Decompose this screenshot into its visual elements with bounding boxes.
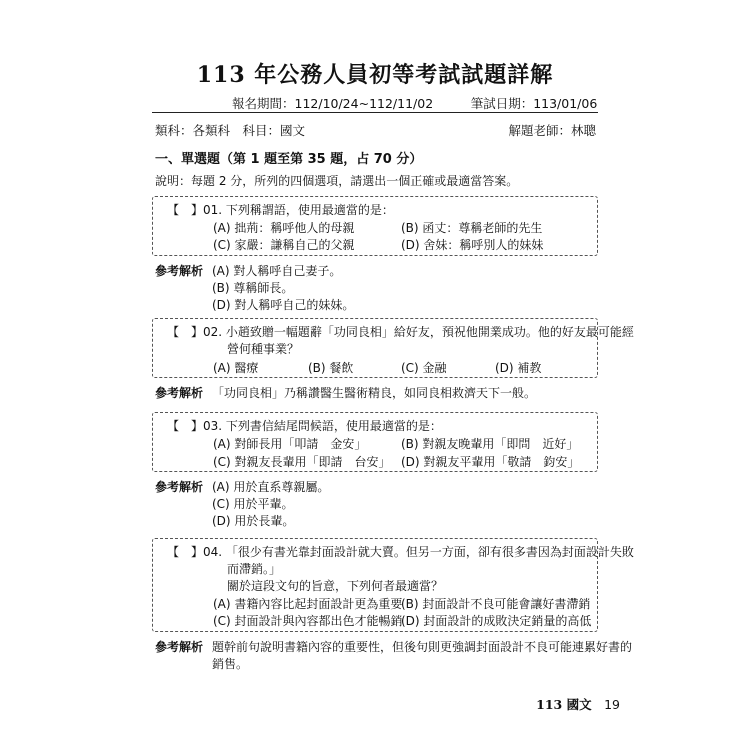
- analysis-line: 銷售。: [212, 657, 249, 671]
- category: 類科：各類科: [155, 123, 231, 138]
- question-box-03: [152, 412, 598, 472]
- question-stem: 【 】01. 下列稱謂語，使用最適當的是：: [167, 203, 394, 217]
- question-stem: 而滯銷。」: [167, 562, 282, 576]
- option-d: (D) 舍妹：稱呼別人的妹妹: [401, 238, 544, 252]
- answer-label: 參考解析: [155, 640, 204, 654]
- option-a: (A) 醫療: [213, 361, 259, 375]
- answer-label: 參考解析: [155, 264, 204, 278]
- subject: 科目：國文: [242, 123, 306, 138]
- option-a: (A) 對師長用「叩請 金安」: [213, 437, 367, 451]
- page-footer: [536, 695, 620, 713]
- question-stem: 【 】02. 小趙致贈一幅題辭「功同良相」給好友，預祝他開業成功。他的好友最可能經: [167, 325, 634, 339]
- option-c: (C) 對親友長輩用「即請 台安」: [213, 455, 391, 469]
- option-a: (A) 書籍內容比起封面設計更為重要: [213, 597, 403, 611]
- register-period: 報名期間：112/10/24~112/11/02: [232, 96, 434, 111]
- option-d: (D) 封面設計的成敗決定銷量的高低: [401, 614, 592, 628]
- option-b: (B) 封面設計不良可能會讓好書滯銷: [401, 597, 591, 611]
- footer-label: 113 國文: [536, 697, 592, 712]
- question-box-02: [152, 318, 634, 378]
- analysis-line: (B) 尊稱師長。: [212, 281, 294, 295]
- page-title: 113 年公務人員初等考試試題詳解: [196, 62, 554, 88]
- category-subject: [155, 121, 305, 139]
- section-heading: 一、單選題（第 1 題至第 35 題，占 70 分）: [155, 152, 423, 167]
- header-divider: [152, 112, 598, 113]
- analysis-line: 題幹前句說明書籍內容的重要性，但後句則更強調封面設計不良可能連累好書的: [212, 640, 633, 654]
- page-number: 19: [604, 697, 620, 712]
- answer-label: 參考解析: [155, 480, 204, 494]
- question-stem: 營何種事業？: [167, 342, 300, 356]
- analysis-line: 「功同良相」乃稱讚醫生醫術精良，如同良相救濟天下一般。: [212, 386, 537, 400]
- option-c: (C) 金融: [401, 361, 447, 375]
- question-stem: 【 】04. 「很少有書光靠封面設計就大賣。但另一方面，卻有很多書因為封面設計失敗: [167, 545, 634, 559]
- question-stem: 【 】03. 下列書信結尾問候語，使用最適當的是：: [167, 419, 442, 433]
- question-stem: 關於這段文句的旨意，下列何者最適當？: [167, 579, 444, 593]
- section-instructions: 說明：每題 2 分，所列的四個選項，請選出一個正確或最適當答案。: [155, 174, 519, 188]
- option-a: (A) 拙荊：稱呼他人的母親: [213, 221, 355, 235]
- question-box-01: [152, 196, 598, 256]
- analysis-line: (D) 用於長輩。: [212, 514, 295, 528]
- option-c: (C) 家嚴：謙稱自己的父親: [213, 238, 355, 252]
- option-c: (C) 封面設計與內容都出色才能暢銷: [213, 614, 403, 628]
- analysis-line: (A) 對人稱呼自己妻子。: [212, 264, 342, 278]
- exam-dates: [232, 94, 597, 112]
- teacher: 解題老師：林聰: [508, 123, 596, 138]
- option-b: (B) 函丈：尊稱老師的先生: [401, 221, 543, 235]
- option-d: (D) 補教: [495, 361, 542, 375]
- question-box-04: [152, 538, 634, 632]
- analysis-line: (D) 對人稱呼自己的妹妹。: [212, 298, 355, 312]
- option-b: (B) 對親友晚輩用「即問 近好」: [401, 437, 579, 451]
- option-b: (B) 餐飲: [308, 361, 354, 375]
- analysis-line: (A) 用於直系尊親屬。: [212, 480, 330, 494]
- analysis-line: (C) 用於平輩。: [212, 497, 294, 511]
- option-d: (D) 對親友平輩用「敬請 鈞安」: [401, 455, 580, 469]
- exam-date: 筆試日期：113/01/06: [470, 96, 598, 111]
- answer-label: 參考解析: [155, 386, 204, 400]
